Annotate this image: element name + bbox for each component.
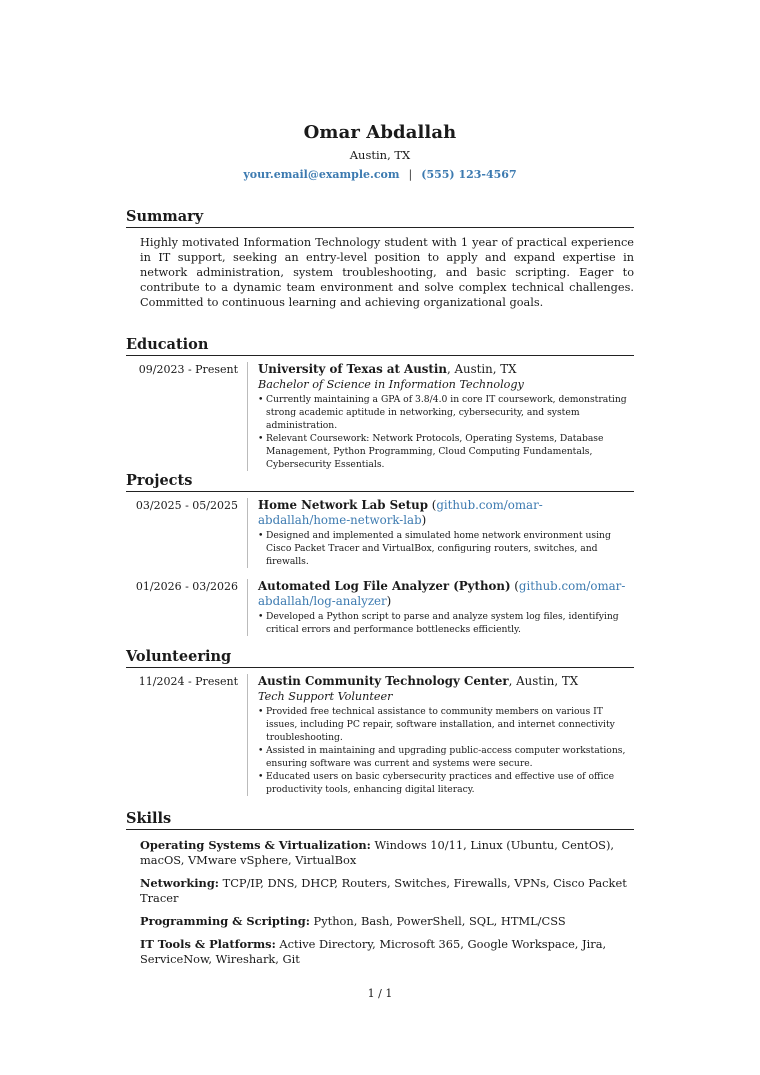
entry-bullets: [258, 529, 634, 568]
entry-org: Austin Community Technology Center: [258, 674, 509, 688]
skill-value: Active Directory, Microsoft 365, Google Workspace, Jira, ServiceNow, Wireshark, Git: [140, 937, 607, 966]
summary-text: Highly motivated Information Technology student with 1 year of practical experience in IT support, seeking an entry-level position to apply and expand expertise in network administration, system troubleshooting, and basic scripting. Eager to contribute to a dynamic team environment and solve complex technical challenges. Committed to continuous learning and achieving organizational goals.: [140, 236, 634, 309]
list-item: • Educated users on basic cybersecurity practices and effective use of office productivity tools, enhancing digital literacy.: [266, 770, 634, 796]
email-link[interactable]: your.email@example.com: [243, 168, 400, 181]
volunteering-section: [126, 648, 634, 796]
skill-row: [140, 937, 634, 967]
entry-role: Bachelor of Science in Information Technology: [258, 378, 524, 391]
skill-row: [140, 876, 634, 906]
project-link[interactable]: github.com/omar-abdallah/log-analyzer: [258, 579, 626, 608]
list-item: • Relevant Coursework: Network Protocols, Operating Systems, Database Management, Python Programming, Cloud Computing Fundamentals, Cybersecurity Essentials.: [266, 432, 634, 471]
contact-separator: |: [408, 168, 413, 181]
project-link[interactable]: github.com/omar-abdallah/home-network-lab: [258, 498, 543, 527]
skill-row: [140, 914, 634, 929]
paren-close: ): [386, 594, 392, 608]
entry-date: 09/2023 - Present: [138, 363, 238, 376]
entry-bullets: [258, 610, 634, 636]
skill-row: [140, 838, 634, 868]
paren-open: (: [510, 579, 519, 593]
skills-section: [126, 810, 634, 967]
entry-location: , Austin, TX: [508, 674, 579, 688]
entry-date: 03/2025 - 05/2025: [135, 499, 238, 512]
skill-value: Windows 10/11, Linux (Ubuntu, CentOS), macOS, VMware vSphere, VirtualBox: [140, 838, 615, 867]
phone-link[interactable]: (555) 123-4567: [421, 168, 517, 181]
list-item: • Currently maintaining a GPA of 3.8/4.0 in core IT coursework, demonstrating strong academic aptitude in networking, cybersecurity, and system administration.: [266, 393, 634, 432]
education-section: [126, 336, 634, 471]
education-heading: Education: [126, 336, 634, 356]
entry-role: Tech Support Volunteer: [258, 690, 393, 703]
summary-section: [126, 208, 634, 310]
volunteering-heading: Volunteering: [126, 648, 634, 668]
volunteering-entry: [126, 674, 634, 796]
entry-bullets: [258, 705, 634, 796]
paren-open: (: [427, 498, 437, 512]
entry-location: , Austin, TX: [446, 362, 517, 376]
candidate-location: Austin, TX: [349, 148, 411, 162]
skill-label: Programming & Scripting:: [140, 914, 310, 928]
projects-heading: Projects: [126, 472, 634, 492]
entry-body: [247, 362, 634, 471]
entry-org: University of Texas at Austin: [258, 362, 447, 376]
education-entry: [126, 362, 634, 471]
page-number: 1 / 1: [367, 987, 393, 1000]
skill-label: Operating Systems & Virtualization:: [140, 838, 371, 852]
project-name: Automated Log File Analyzer (Python): [258, 579, 511, 593]
candidate-name: Omar Abdallah: [303, 122, 457, 143]
skill-value: TCP/IP, DNS, DHCP, Routers, Switches, Firewalls, VPNs, Cisco Packet Tracer: [140, 876, 627, 905]
list-item: • Assisted in maintaining and upgrading public-access computer workstations, ensuring software was current and systems were secure.: [266, 744, 634, 770]
entry-bullets: [258, 393, 634, 471]
entry-body: [247, 498, 634, 568]
entry-body: [247, 674, 634, 796]
project-name: Home Network Lab Setup: [258, 498, 428, 512]
summary-heading: Summary: [126, 208, 634, 228]
list-item: • Provided free technical assistance to community members on various IT issues, including PC repair, software installation, and internet connectivity troubleshooting.: [266, 705, 634, 744]
entry-title: [258, 674, 634, 689]
entry-title: [258, 579, 634, 609]
contact-line: [126, 168, 634, 181]
entry-title: [258, 362, 634, 377]
skill-label: Networking:: [140, 876, 219, 890]
projects-section: [126, 472, 634, 636]
skills-heading: Skills: [126, 810, 634, 830]
resume-header: [126, 122, 634, 181]
entry-title: [258, 498, 634, 528]
list-item: • Developed a Python script to parse and analyze system log files, identifying critical errors and performance bottlenecks efficiently.: [266, 610, 634, 636]
paren-close: ): [421, 513, 427, 527]
entry-body: [247, 579, 634, 636]
entry-date: 01/2026 - 03/2026: [135, 580, 238, 593]
skill-label: IT Tools & Platforms:: [140, 937, 276, 951]
project-entry: [126, 579, 634, 636]
skill-value: Python, Bash, PowerShell, SQL, HTML/CSS: [309, 914, 566, 928]
entry-date: 11/2024 - Present: [138, 675, 238, 688]
project-entry: [126, 498, 634, 568]
resume-page: [126, 122, 634, 966]
list-item: • Designed and implemented a simulated home network environment using Cisco Packet Tracer and VirtualBox, configuring routers, switches, and firewalls.: [266, 529, 634, 568]
